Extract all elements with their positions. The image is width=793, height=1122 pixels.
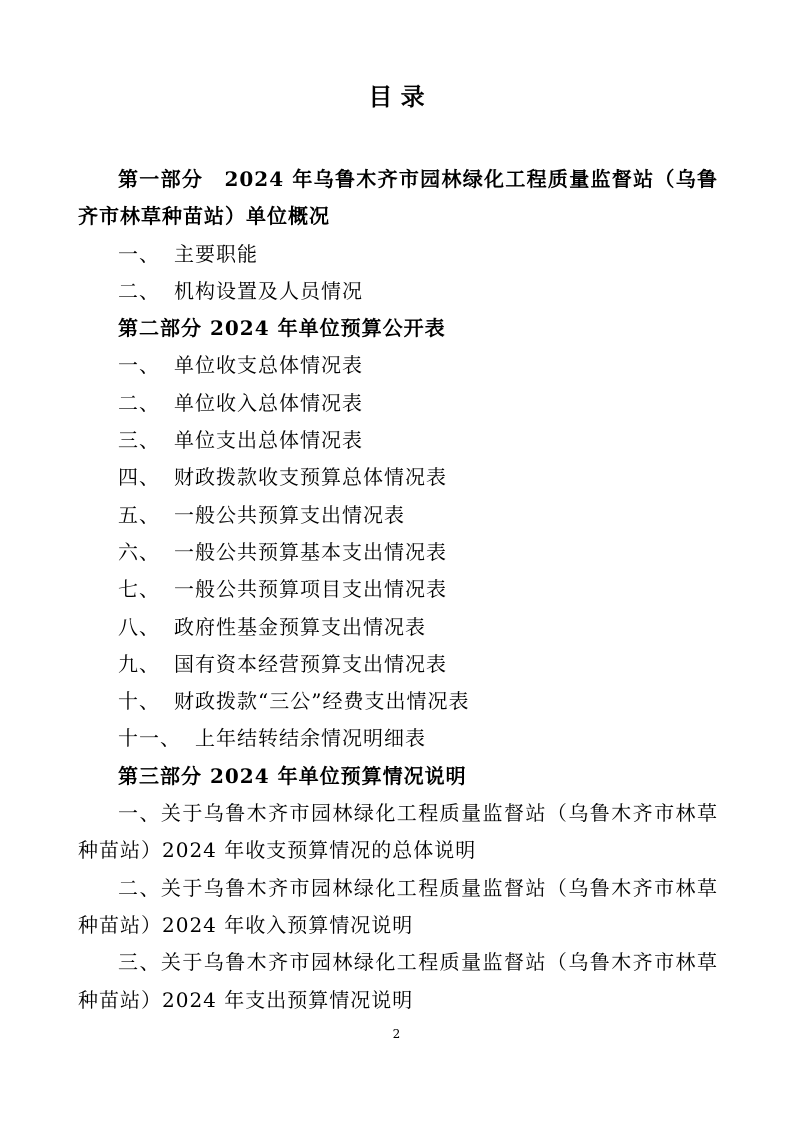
- toc-item: [78, 422, 718, 459]
- toc-item: [78, 646, 718, 683]
- toc-item: [78, 273, 718, 310]
- toc-item-label: 主要职能: [174, 241, 258, 266]
- toc-item-number: 十一、: [118, 726, 181, 751]
- toc-item-number: 七、: [118, 577, 160, 602]
- toc-item-line2: 种苗站）2024 年收入预算情况说明: [78, 912, 414, 937]
- toc-item-label: 机构设置及人员情况: [174, 278, 363, 303]
- toc-item-label: 单位支出总体情况表: [174, 428, 363, 453]
- toc-item-line1: 三、关于乌鲁木齐市园林绿化工程质量监督站（乌鲁木齐市林草: [118, 950, 718, 975]
- toc-item-label: 上年结转结余情况明细表: [195, 726, 426, 751]
- toc-item-number: 三、: [118, 428, 160, 453]
- toc-item-label: 财政拨款收支预算总体情况表: [174, 465, 447, 490]
- toc-item: [78, 534, 718, 571]
- page-number: 2: [392, 1027, 401, 1041]
- toc-item-label: 单位收支总体情况表: [174, 353, 363, 378]
- toc-item-number: 五、: [118, 502, 160, 527]
- toc-item-line2: 种苗站）2024 年收支预算情况的总体说明: [78, 838, 477, 863]
- toc-item: [78, 609, 718, 646]
- toc-item-label: 政府性基金预算支出情况表: [174, 614, 426, 639]
- toc-item-number: 六、: [118, 539, 160, 564]
- toc-item: [78, 385, 718, 422]
- toc-item: [78, 571, 718, 608]
- toc-item: [78, 497, 718, 534]
- toc-item-number: 二、: [118, 390, 160, 415]
- toc-item-label: 单位收入总体情况表: [174, 390, 363, 415]
- toc-item-label: 一般公共预算基本支出情况表: [174, 539, 447, 564]
- part1-heading: 第一部分 2024 年乌鲁木齐市园林绿化工程质量监督站（乌鲁: [118, 167, 718, 191]
- toc-item: [78, 459, 718, 496]
- toc-item: [78, 236, 718, 273]
- toc-item-line2: 种苗站）2024 年支出预算情况说明: [78, 987, 414, 1012]
- toc-item-number: 九、: [118, 651, 160, 676]
- toc-item-number: 十、: [118, 689, 160, 714]
- table-of-contents: [78, 161, 718, 1019]
- part1-heading-continued: 齐市林草种苗站）单位概况: [78, 204, 330, 229]
- toc-item-number: 二、: [118, 278, 160, 303]
- page-title: 目 录: [368, 82, 425, 111]
- toc-item: [78, 683, 718, 720]
- toc-item-number: 一、: [118, 353, 160, 378]
- toc-item-number: 一、: [118, 241, 160, 266]
- toc-item-number: 八、: [118, 614, 160, 639]
- toc-item-label: 一般公共预算支出情况表: [174, 502, 405, 527]
- toc-item: [78, 347, 718, 384]
- toc-item-label: 财政拨款“三公”经费支出情况表: [174, 689, 470, 714]
- part3-heading: 第三部分 2024 年单位预算情况说明: [118, 763, 467, 788]
- toc-item-label: 一般公共预算项目支出情况表: [174, 577, 447, 602]
- toc-item-label: 国有资本经营预算支出情况表: [174, 651, 447, 676]
- toc-item-number: 四、: [118, 465, 160, 490]
- part2-heading: 第二部分 2024 年单位预算公开表: [118, 316, 446, 341]
- toc-item: [78, 720, 718, 757]
- toc-item-line1: 一、关于乌鲁木齐市园林绿化工程质量监督站（乌鲁木齐市林草: [118, 801, 718, 826]
- toc-item-line1: 二、关于乌鲁木齐市园林绿化工程质量监督站（乌鲁木齐市林草: [118, 875, 718, 900]
